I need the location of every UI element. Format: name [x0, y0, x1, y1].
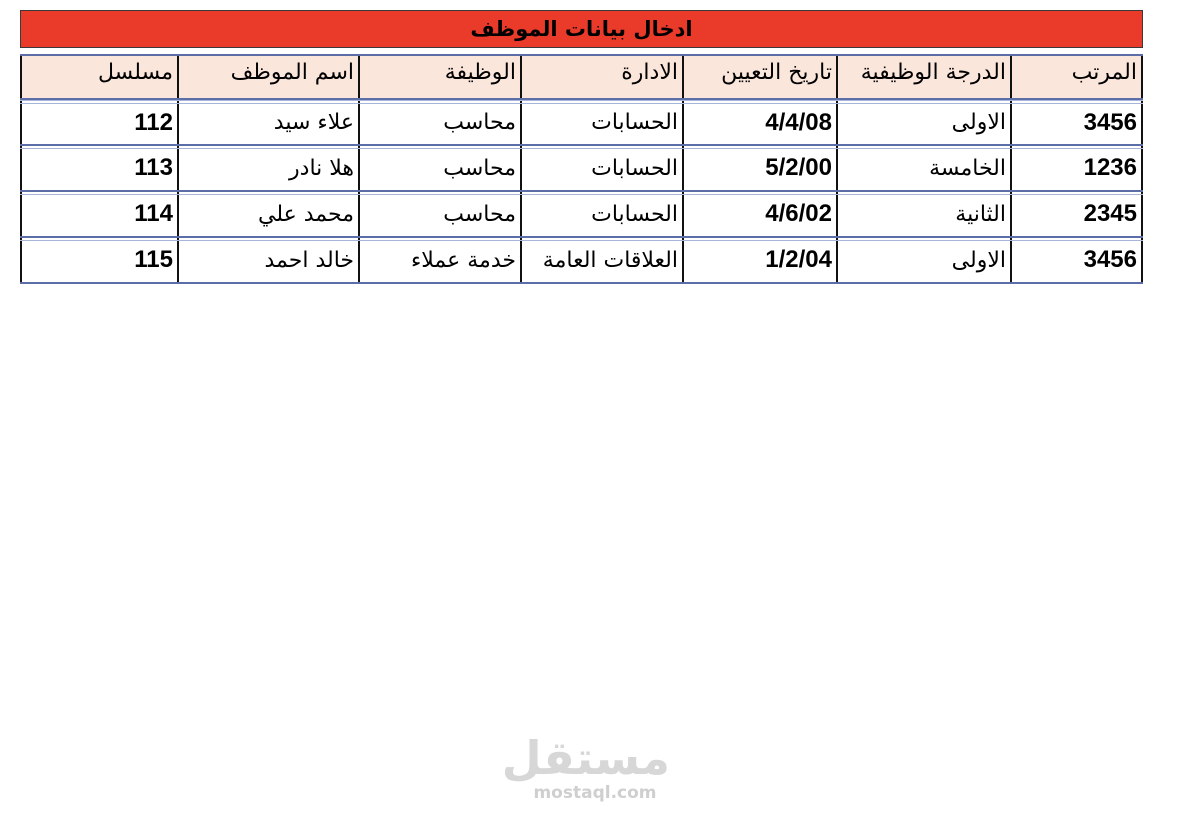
table-header-row [20, 54, 1143, 100]
header-hire-date[interactable]: تاريخ التعيين [682, 56, 836, 98]
cell-salary[interactable]: 3456 [1010, 238, 1143, 282]
cell-name[interactable]: محمد علي [177, 192, 358, 236]
cell-hire-date[interactable]: 5/2/00 [682, 146, 836, 190]
cell-name[interactable]: خالد احمد [177, 238, 358, 282]
cell-serial[interactable]: 112 [20, 101, 177, 144]
sheet-title: ادخال بيانات الموظف [20, 10, 1143, 48]
mostaql-watermark [501, 731, 670, 803]
cell-job[interactable]: محاسب [358, 101, 520, 144]
cell-name[interactable]: علاء سيد [177, 101, 358, 144]
table-row [20, 146, 1143, 192]
table-row [20, 192, 1143, 238]
cell-salary[interactable]: 2345 [1010, 192, 1143, 236]
cell-hire-date[interactable]: 4/6/02 [682, 192, 836, 236]
header-job[interactable]: الوظيفة [358, 56, 520, 98]
employee-sheet [20, 10, 1143, 287]
cell-job[interactable]: خدمة عملاء [358, 238, 520, 282]
cell-serial[interactable]: 113 [20, 146, 177, 190]
cell-department[interactable]: الحسابات [520, 192, 682, 236]
cell-job[interactable]: محاسب [358, 192, 520, 236]
header-name[interactable]: اسم الموظف [177, 56, 358, 98]
header-serial[interactable]: مسلسل [20, 56, 177, 98]
header-department[interactable]: الادارة [520, 56, 682, 98]
header-salary[interactable]: المرتب [1010, 56, 1143, 98]
cell-department[interactable]: العلاقات العامة [520, 238, 682, 282]
table-row [20, 100, 1143, 146]
employee-table [20, 54, 1143, 284]
cell-hire-date[interactable]: 4/4/08 [682, 101, 836, 144]
cell-grade[interactable]: الثانية [836, 192, 1010, 236]
cell-name[interactable]: هلا نادر [177, 146, 358, 190]
cell-job[interactable]: محاسب [358, 146, 520, 190]
cell-grade[interactable]: الاولى [836, 101, 1010, 144]
cell-serial[interactable]: 114 [20, 192, 177, 236]
cell-department[interactable]: الحسابات [520, 146, 682, 190]
table-row [20, 238, 1143, 284]
cell-grade[interactable]: الاولى [836, 238, 1010, 282]
cell-salary[interactable]: 3456 [1010, 101, 1143, 144]
cell-department[interactable]: الحسابات [520, 101, 682, 144]
watermark-latin: mostaql.com [533, 783, 657, 803]
cell-serial[interactable]: 115 [20, 238, 177, 282]
header-grade[interactable]: الدرجة الوظيفية [836, 56, 1010, 98]
cell-salary[interactable]: 1236 [1010, 146, 1143, 190]
cell-grade[interactable]: الخامسة [836, 146, 1010, 190]
cell-hire-date[interactable]: 1/2/04 [682, 238, 836, 282]
watermark-arabic: مستقل [501, 731, 670, 785]
